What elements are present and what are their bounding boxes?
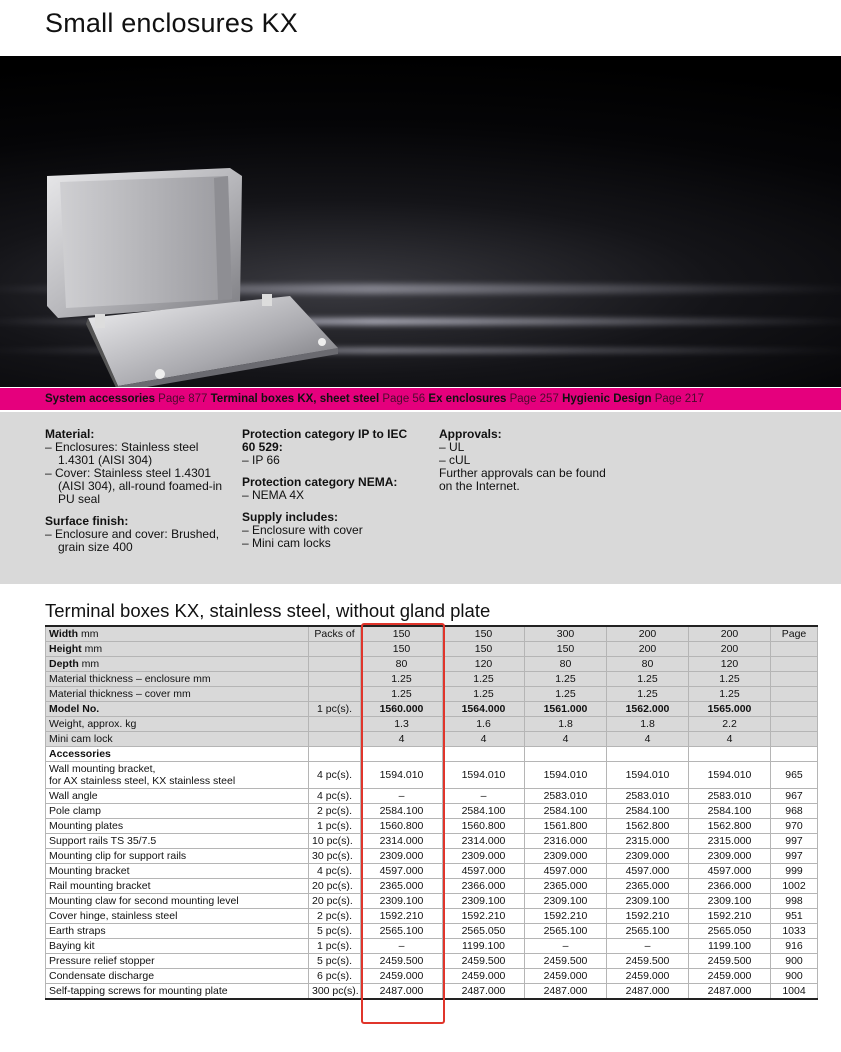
link-system-accessories[interactable]: System accessories Page 877 [45,393,208,405]
packs-cell: 1 pc(s). [309,702,361,717]
packs-cell [309,717,361,732]
link-ex-enclosures[interactable]: Ex enclosures Page 257 [428,393,559,405]
spec-column-protection [242,428,422,550]
related-links-bar [0,388,841,410]
value-cell: 2309.100 [689,894,771,909]
value-cell: 2584.100 [607,804,689,819]
value-cell: 200 [607,626,689,642]
spec-column-approvals [439,428,614,493]
value-cell: 1594.010 [361,762,443,789]
value-cell: 1562.800 [607,819,689,834]
value-cell: 1560.800 [443,819,525,834]
accessory-name: Cover hinge, stainless steel [46,909,309,924]
value-cell: 2366.000 [443,879,525,894]
value-cell: 1.25 [361,672,443,687]
value-cell: 2314.000 [443,834,525,849]
row-label: Material thickness – cover mm [46,687,309,702]
value-cell: 4 [607,732,689,747]
material-item: – Enclosures: Stainless steel 1.4301 (AISI 304) [45,440,199,467]
value-cell: 1.8 [525,717,607,732]
value-cell: 2565.100 [525,924,607,939]
value-cell: 2459.500 [361,954,443,969]
value-cell: 1560.000 [361,702,443,717]
page-cell: 916 [771,939,818,954]
approvals-note: Further approvals can be found on the Internet. [439,466,606,493]
packs-cell [309,657,361,672]
accessory-name: Pole clamp [46,804,309,819]
accessory-name: Self-tapping screws for mounting plate [46,984,309,1000]
value-cell: 1199.100 [689,939,771,954]
row-label: Mini cam lock [46,732,309,747]
value-cell: – [361,789,443,804]
value-cell: 200 [689,642,771,657]
product-photo [0,56,841,387]
value-cell: 4597.000 [689,864,771,879]
value-cell: 2565.100 [607,924,689,939]
value-cell: 2309.000 [607,849,689,864]
page-title: Small enclosures KX [45,8,298,38]
page-cell: 900 [771,969,818,984]
row-label: Model No. [46,702,309,717]
value-cell: 2459.000 [689,969,771,984]
nema-heading: Protection category NEMA: [242,475,398,489]
packs-cell: 20 pc(s). [309,894,361,909]
row-label: Height mm [46,642,309,657]
packs-cell: 4 pc(s). [309,789,361,804]
value-cell: 1.3 [361,717,443,732]
value-cell: 2487.000 [361,984,443,1000]
packs-cell [309,732,361,747]
table-cell [607,747,689,762]
value-cell: 2365.000 [525,879,607,894]
value-cell: 2584.100 [525,804,607,819]
value-cell: 1.25 [525,672,607,687]
page-cell: 965 [771,762,818,789]
value-cell: 150 [361,626,443,642]
value-cell: 2459.500 [443,954,525,969]
page-cell: 1033 [771,924,818,939]
packs-cell: 5 pc(s). [309,954,361,969]
value-cell: 2365.000 [361,879,443,894]
packs-cell: 2 pc(s). [309,909,361,924]
material-item: – Cover: Stainless steel 1.4301 (AISI 304), all-round foamed-in PU seal [45,466,223,506]
value-cell: 4 [525,732,607,747]
accessory-name: Mounting claw for second mounting level [46,894,309,909]
value-cell: 1560.800 [361,819,443,834]
packs-cell [309,642,361,657]
packs-cell: 5 pc(s). [309,924,361,939]
value-cell: 4597.000 [607,864,689,879]
accessory-name: Rail mounting bracket [46,879,309,894]
accessory-name: Condensate discharge [46,969,309,984]
supply-heading: Supply includes: [242,510,339,524]
value-cell: 2583.010 [607,789,689,804]
value-cell: 80 [525,657,607,672]
value-cell: 2583.010 [525,789,607,804]
value-cell: 200 [607,642,689,657]
accessory-name: Baying kit [46,939,309,954]
value-cell: 2316.000 [525,834,607,849]
value-cell: 1199.100 [443,939,525,954]
value-cell: 2309.000 [443,849,525,864]
approvals-heading: Approvals: [439,427,502,441]
link-terminal-boxes-sheet-steel[interactable]: Terminal boxes KX, sheet steel Page 56 [210,393,426,405]
value-cell: 4 [361,732,443,747]
value-cell: 2459.000 [525,969,607,984]
nema-item: – NEMA 4X [242,488,305,502]
value-cell: 1561.800 [525,819,607,834]
row-label: Material thickness – enclosure mm [46,672,309,687]
section-title: Terminal boxes KX, stainless steel, without gland plate [45,600,491,621]
value-cell: 4 [443,732,525,747]
page-cell [771,717,818,732]
value-cell: 2487.000 [525,984,607,1000]
packs-cell: 30 pc(s). [309,849,361,864]
page-cell [771,657,818,672]
value-cell: 300 [525,626,607,642]
table-cell [525,747,607,762]
link-hygienic-design[interactable]: Hygienic Design Page 217 [562,393,704,405]
packs-cell: 1 pc(s). [309,819,361,834]
accessory-name: Mounting bracket [46,864,309,879]
value-cell: 2565.050 [443,924,525,939]
value-cell: – [361,939,443,954]
value-cell: 2459.500 [607,954,689,969]
value-cell: 150 [443,642,525,657]
packs-cell [309,687,361,702]
page-cell: 1004 [771,984,818,1000]
value-cell: 2584.100 [443,804,525,819]
page-cell: 967 [771,789,818,804]
value-cell: 2459.000 [443,969,525,984]
page-cell: 998 [771,894,818,909]
selected-column-highlight [361,623,445,1024]
table-cell [689,747,771,762]
value-cell: 2487.000 [443,984,525,1000]
supply-item: – Enclosure with cover [242,523,363,537]
approvals-item: – cUL [439,453,471,467]
value-cell: – [443,789,525,804]
value-cell: 1562.800 [689,819,771,834]
accessory-name: Wall angle [46,789,309,804]
page-header: Page [771,626,818,642]
value-cell: 1561.000 [525,702,607,717]
surface-finish-item: – Enclosure and cover: Brushed, grain size 400 [45,527,220,554]
page-cell [771,702,818,717]
value-cell: 2309.000 [361,849,443,864]
ip-item: – IP 66 [242,453,280,467]
value-cell: 2459.500 [689,954,771,969]
value-cell: 80 [607,657,689,672]
row-label: Width mm [46,626,309,642]
value-cell: 1564.000 [443,702,525,717]
value-cell: 1592.210 [443,909,525,924]
value-cell: 1.25 [443,672,525,687]
value-cell: 2366.000 [689,879,771,894]
page-cell: 1002 [771,879,818,894]
value-cell: 2309.100 [525,894,607,909]
value-cell: 1594.010 [607,762,689,789]
value-cell: 1.25 [607,672,689,687]
value-cell: 200 [689,626,771,642]
row-label: Weight, approx. kg [46,717,309,732]
packs-cell: 4 pc(s). [309,864,361,879]
value-cell: 2584.100 [361,804,443,819]
value-cell: 1.25 [443,687,525,702]
value-cell: 2459.000 [607,969,689,984]
page-cell: 997 [771,834,818,849]
ip-heading: Protection category IP to IEC 60 529: [242,427,408,454]
packs-cell: 2 pc(s). [309,804,361,819]
table-cell [771,747,818,762]
page-cell [771,687,818,702]
value-cell: 2309.100 [443,894,525,909]
page-cell: 997 [771,849,818,864]
accessory-name: Mounting clip for support rails [46,849,309,864]
page-cell: 970 [771,819,818,834]
value-cell: 2309.000 [525,849,607,864]
page-cell: 999 [771,864,818,879]
value-cell: 1592.210 [689,909,771,924]
value-cell: 2565.100 [361,924,443,939]
page-cell: 951 [771,909,818,924]
surface-finish-heading: Surface finish: [45,514,129,528]
value-cell: 4597.000 [361,864,443,879]
value-cell: 150 [443,626,525,642]
value-cell: 1.25 [689,672,771,687]
page-cell [771,672,818,687]
value-cell: 2565.050 [689,924,771,939]
value-cell: 2309.100 [607,894,689,909]
value-cell: 120 [443,657,525,672]
table-cell [443,747,525,762]
value-cell: 4597.000 [525,864,607,879]
page-cell: 968 [771,804,818,819]
value-cell: 2365.000 [607,879,689,894]
value-cell: 2459.500 [525,954,607,969]
packs-cell [309,672,361,687]
value-cell: 2487.000 [607,984,689,1000]
packs-cell: 1 pc(s). [309,939,361,954]
packs-cell: 4 pc(s). [309,762,361,789]
accessory-name: Support rails TS 35/7.5 [46,834,309,849]
value-cell: 2309.100 [361,894,443,909]
value-cell: 2309.000 [689,849,771,864]
value-cell: 1594.010 [689,762,771,789]
value-cell: 2487.000 [689,984,771,1000]
value-cell: 1562.000 [607,702,689,717]
page-cell [771,642,818,657]
packs-cell: 300 pc(s). [309,984,361,1000]
value-cell: 1.6 [443,717,525,732]
packs-cell: 6 pc(s). [309,969,361,984]
packs-cell: 20 pc(s). [309,879,361,894]
value-cell: 4597.000 [443,864,525,879]
value-cell: 1594.010 [443,762,525,789]
value-cell: 2584.100 [689,804,771,819]
value-cell: 2315.000 [689,834,771,849]
value-cell: 1.25 [361,687,443,702]
value-cell: 2459.000 [361,969,443,984]
packs-cell: 10 pc(s). [309,834,361,849]
value-cell: 2315.000 [607,834,689,849]
accessory-name: Mounting plates [46,819,309,834]
accessories-heading: Accessories [46,747,309,762]
approvals-item: – UL [439,440,465,454]
accessory-name: Pressure relief stopper [46,954,309,969]
value-cell: 2583.010 [689,789,771,804]
value-cell: 1592.210 [525,909,607,924]
value-cell: 150 [361,642,443,657]
page-cell: 900 [771,954,818,969]
value-cell: 120 [689,657,771,672]
value-cell: 1594.010 [525,762,607,789]
value-cell: 80 [361,657,443,672]
row-label: Depth mm [46,657,309,672]
value-cell: 1.25 [607,687,689,702]
value-cell: 1592.210 [607,909,689,924]
value-cell: 1565.000 [689,702,771,717]
page-cell [771,732,818,747]
value-cell: 2314.000 [361,834,443,849]
accessory-name: Wall mounting bracket, for AX stainless steel, KX stainless steel [46,762,309,789]
material-heading: Material: [45,427,95,441]
value-cell: 1.25 [689,687,771,702]
table-cell [309,747,361,762]
value-cell: 1.25 [525,687,607,702]
value-cell: – [525,939,607,954]
value-cell: 2.2 [689,717,771,732]
enclosure-illustration [0,56,841,387]
packs-header: Packs of [309,626,361,642]
spec-column-material [45,428,230,554]
value-cell: 150 [525,642,607,657]
value-cell: 4 [689,732,771,747]
value-cell: – [607,939,689,954]
supply-item: – Mini cam locks [242,536,331,550]
value-cell: 1.8 [607,717,689,732]
value-cell: 1592.210 [361,909,443,924]
specification-panel [0,412,841,584]
accessory-name: Earth straps [46,924,309,939]
